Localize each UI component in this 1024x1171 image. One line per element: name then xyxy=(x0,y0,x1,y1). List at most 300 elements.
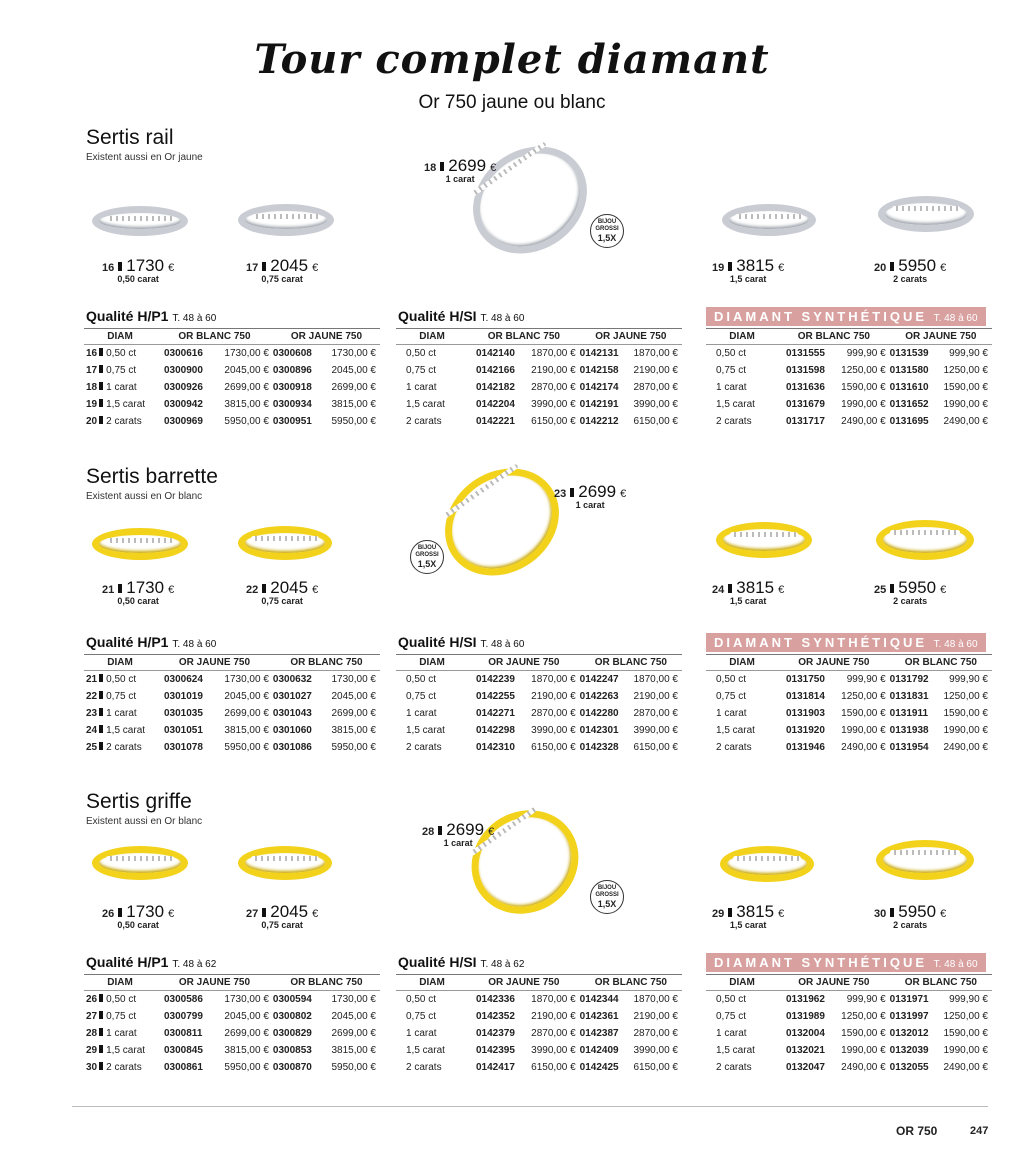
ring-price-label xyxy=(712,902,784,930)
bullet-marker xyxy=(890,908,894,917)
ring-price: 1730 xyxy=(126,902,165,921)
col-header: DIAM xyxy=(706,329,778,345)
diam-cell xyxy=(84,739,156,756)
product-price: 1990,00 € xyxy=(943,1044,988,1056)
diam-cell xyxy=(396,379,468,396)
diam-cell xyxy=(84,671,156,688)
product-price: 2699,00 € xyxy=(224,1027,269,1039)
diam-cell xyxy=(84,379,156,396)
ring-carat: 0,50 carat xyxy=(117,596,159,606)
product-price: 6150,00 € xyxy=(633,1061,678,1073)
product-price: 1990,00 € xyxy=(943,398,988,410)
ring-number: 21 xyxy=(102,584,115,596)
product-price: 3815,00 € xyxy=(331,398,376,410)
bullet-marker xyxy=(438,826,442,835)
product-code: 0142395 xyxy=(476,1044,515,1056)
product-price: 1250,00 € xyxy=(841,1010,886,1022)
bullet-marker xyxy=(99,691,103,699)
product-price: 3815,00 € xyxy=(224,398,269,410)
product-code: 0142191 xyxy=(579,398,619,410)
ring-image xyxy=(722,204,816,236)
price-table xyxy=(84,974,380,1076)
currency: € xyxy=(940,908,947,920)
col-header: OR JAUNE 750 xyxy=(580,329,682,345)
price-table xyxy=(84,328,380,430)
diam-value: 0,75 ct xyxy=(406,364,437,376)
ref-number: 28 xyxy=(86,1027,98,1039)
ring-number: 28 xyxy=(422,826,435,838)
product-code: 0301060 xyxy=(272,724,312,736)
ref-number: 18 xyxy=(86,381,98,393)
product-code: 0142263 xyxy=(579,690,619,702)
product-price: 5950,00 € xyxy=(331,1061,376,1073)
product-code: 0300853 xyxy=(272,1044,312,1056)
product-code: 0131610 xyxy=(889,381,929,393)
ring-price: 2699 xyxy=(448,156,487,175)
col-header: OR BLANC 750 xyxy=(156,329,273,345)
currency: € xyxy=(620,488,627,500)
ring-image xyxy=(92,528,188,560)
product-code: 0132004 xyxy=(786,1027,825,1039)
product-price: 2045,00 € xyxy=(224,1010,269,1022)
product-price: 1590,00 € xyxy=(841,707,886,719)
product-price: 1870,00 € xyxy=(531,347,576,359)
ring-carat: 2 carats xyxy=(893,596,928,606)
diam-value: 1,5 carat xyxy=(406,724,445,736)
page-subtitle: Or 750 jaune ou blanc xyxy=(418,92,606,113)
table-row xyxy=(84,413,380,430)
bullet-marker xyxy=(99,725,103,733)
table-heading xyxy=(86,954,216,970)
table-row xyxy=(706,345,992,362)
product-code: 0301027 xyxy=(272,690,312,702)
diam-cell xyxy=(706,671,778,688)
table-row xyxy=(706,671,992,688)
product-price: 3815,00 € xyxy=(224,724,269,736)
product-price: 2190,00 € xyxy=(633,364,678,376)
ring-image xyxy=(238,204,334,236)
product-code: 0300624 xyxy=(164,673,203,685)
diam-value: 0,50 ct xyxy=(406,993,437,1005)
footer-divider xyxy=(72,1106,988,1107)
bullet-marker xyxy=(99,1062,103,1070)
product-price: 2870,00 € xyxy=(531,707,576,719)
table-row xyxy=(706,379,992,396)
ring-carat: 0,75 carat xyxy=(261,920,303,930)
table-label: Qualité H/P1 xyxy=(86,308,169,324)
product-price: 2190,00 € xyxy=(633,1010,678,1022)
col-header: OR JAUNE 750 xyxy=(156,655,273,671)
product-code: 0131997 xyxy=(889,1010,929,1022)
diam-value: 0,75 ct xyxy=(106,364,137,376)
product-code: 0300918 xyxy=(272,381,312,393)
table-row xyxy=(396,739,682,756)
ring-image xyxy=(424,447,580,598)
product-code: 0132055 xyxy=(889,1061,929,1073)
table-row xyxy=(706,688,992,705)
product-code: 0131938 xyxy=(889,724,929,736)
col-header: DIAM xyxy=(84,975,156,991)
table-row xyxy=(84,1059,380,1076)
col-header: OR JAUNE 750 xyxy=(156,975,273,991)
diam-cell xyxy=(396,739,468,756)
ring-price: 5950 xyxy=(898,578,937,597)
product-price: 6150,00 € xyxy=(531,741,576,753)
ring-price-label xyxy=(102,256,174,284)
product-price: 3990,00 € xyxy=(633,724,678,736)
table-label: Qualité H/SI xyxy=(398,954,477,970)
table-row xyxy=(84,991,380,1008)
price-table xyxy=(706,328,992,430)
ring-carat: 1 carat xyxy=(445,174,475,184)
ring-price: 2699 xyxy=(578,482,617,501)
bullet-marker xyxy=(99,365,103,373)
product-code: 0132012 xyxy=(889,1027,929,1039)
diam-value: 0,50 ct xyxy=(716,993,747,1005)
ring-image xyxy=(876,840,974,880)
currency: € xyxy=(488,826,495,838)
ring-number: 25 xyxy=(874,584,887,596)
diam-value: 1 carat xyxy=(406,381,437,393)
diam-cell xyxy=(396,413,468,430)
product-code: 0300586 xyxy=(164,993,203,1005)
product-price: 2699,00 € xyxy=(224,381,269,393)
ring-price-label xyxy=(874,578,946,606)
table-row xyxy=(396,705,682,722)
product-code: 0301051 xyxy=(164,724,203,736)
ring-number: 19 xyxy=(712,262,725,274)
ring-number: 23 xyxy=(554,488,567,500)
table-row xyxy=(84,722,380,739)
ring-price-label xyxy=(422,820,494,848)
product-price: 2490,00 € xyxy=(841,415,886,427)
diam-value: 0,75 ct xyxy=(406,1010,437,1022)
diam-value: 1,5 carat xyxy=(406,398,445,410)
badge-line: GROSSI xyxy=(595,226,619,232)
diam-value: 2 carats xyxy=(406,415,442,427)
table-row xyxy=(706,705,992,722)
diam-value: 0,75 ct xyxy=(716,690,747,702)
product-price: 2490,00 € xyxy=(943,1061,988,1073)
bullet-marker xyxy=(728,262,732,271)
diam-cell xyxy=(396,688,468,705)
product-code: 0131911 xyxy=(889,707,929,719)
col-header: OR BLANC 750 xyxy=(273,975,380,991)
table-label: Qualité H/P1 xyxy=(86,634,169,650)
ref-number: 29 xyxy=(86,1044,98,1056)
table-row xyxy=(396,362,682,379)
table-label: DIAMANT SYNTHÉTIQUE xyxy=(714,955,927,970)
table-row xyxy=(706,396,992,413)
table-row xyxy=(396,396,682,413)
product-price: 2045,00 € xyxy=(331,364,376,376)
table-row xyxy=(396,688,682,705)
ref-number: 16 xyxy=(86,347,98,359)
product-code: 0132039 xyxy=(889,1044,929,1056)
product-price: 999,90 € xyxy=(949,347,988,359)
ring-carat: 0,75 carat xyxy=(261,274,303,284)
diam-value: 1,5 carat xyxy=(716,1044,755,1056)
table-row xyxy=(396,379,682,396)
product-price: 2699,00 € xyxy=(224,707,269,719)
product-code: 0142271 xyxy=(476,707,515,719)
diam-cell xyxy=(706,739,778,756)
table-row xyxy=(706,1025,992,1042)
badge-zoom: 1,5X xyxy=(597,233,617,243)
ref-number: 21 xyxy=(86,673,98,685)
diam-value: 2 carats xyxy=(716,415,752,427)
currency: € xyxy=(940,262,947,274)
table-row xyxy=(706,1042,992,1059)
bullet-marker xyxy=(118,262,122,271)
diam-cell xyxy=(706,722,778,739)
product-price: 1870,00 € xyxy=(531,673,576,685)
currency: € xyxy=(312,584,319,596)
product-code: 0300799 xyxy=(164,1010,203,1022)
diam-value: 1,5 carat xyxy=(406,1044,445,1056)
bullet-marker xyxy=(99,674,103,682)
product-price: 2045,00 € xyxy=(224,690,269,702)
product-price: 3815,00 € xyxy=(331,1044,376,1056)
ring-number: 20 xyxy=(874,262,887,274)
product-price: 1250,00 € xyxy=(841,690,886,702)
diam-cell xyxy=(84,1059,156,1076)
badge-zoom: 1,5X xyxy=(417,559,437,569)
product-code: 0132047 xyxy=(786,1061,825,1073)
product-code: 0142166 xyxy=(476,364,515,376)
ref-number: 17 xyxy=(86,364,98,376)
product-code: 0131580 xyxy=(889,364,929,376)
product-code: 0301043 xyxy=(272,707,312,719)
product-code: 0142131 xyxy=(579,347,619,359)
diam-value: 1,5 carat xyxy=(716,398,755,410)
product-price: 2190,00 € xyxy=(633,690,678,702)
currency: € xyxy=(168,262,175,274)
table-row xyxy=(84,739,380,756)
diam-value: 1 carat xyxy=(106,707,137,719)
ring-carat: 1 carat xyxy=(575,500,605,510)
diam-value: 1,5 carat xyxy=(106,724,146,736)
product-code: 0300594 xyxy=(272,993,312,1005)
product-price: 2870,00 € xyxy=(633,707,678,719)
currency: € xyxy=(940,584,947,596)
diam-value: 1 carat xyxy=(716,1027,747,1039)
diam-cell xyxy=(84,1008,156,1025)
product-code: 0142212 xyxy=(579,415,619,427)
product-code: 0131652 xyxy=(889,398,929,410)
ring-number: 22 xyxy=(246,584,259,596)
table-row xyxy=(84,1008,380,1025)
diam-value: 0,75 ct xyxy=(406,690,437,702)
ring-price: 3815 xyxy=(736,256,775,275)
diam-value: 0,50 ct xyxy=(716,673,747,685)
section-note: Existent aussi en Or jaune xyxy=(86,152,203,163)
table-row xyxy=(706,1008,992,1025)
size-range: T. 48 à 60 xyxy=(172,313,217,324)
size-range: T. 48 à 60 xyxy=(933,959,978,970)
diam-cell xyxy=(84,396,156,413)
product-price: 1870,00 € xyxy=(633,673,678,685)
product-code: 0300632 xyxy=(272,673,312,685)
product-code: 0301035 xyxy=(164,707,203,719)
product-price: 2870,00 € xyxy=(531,381,576,393)
col-header: OR BLANC 750 xyxy=(273,655,380,671)
product-price: 1250,00 € xyxy=(841,364,886,376)
footer-label: OR 750 xyxy=(896,1124,938,1138)
diam-cell xyxy=(706,345,778,362)
ring-price-label xyxy=(712,256,784,284)
diam-cell xyxy=(84,991,156,1008)
product-code: 0142140 xyxy=(476,347,515,359)
ring-price-label xyxy=(246,256,318,284)
diam-value: 0,50 ct xyxy=(106,347,137,359)
product-price: 999,90 € xyxy=(846,993,886,1005)
ref-number: 20 xyxy=(86,415,98,427)
ring-image xyxy=(716,522,812,558)
currency: € xyxy=(168,908,175,920)
diam-value: 1,5 carat xyxy=(106,1044,146,1056)
diam-cell xyxy=(706,379,778,396)
col-header: OR BLANC 750 xyxy=(580,655,682,671)
table-row xyxy=(706,362,992,379)
currency: € xyxy=(312,908,319,920)
table-row xyxy=(84,1042,380,1059)
diam-cell xyxy=(396,1059,468,1076)
product-price: 2699,00 € xyxy=(331,707,376,719)
product-code: 0132021 xyxy=(786,1044,825,1056)
diam-cell xyxy=(706,1008,778,1025)
product-code: 0131792 xyxy=(889,673,929,685)
diam-value: 0,75 ct xyxy=(716,1010,747,1022)
ref-number: 23 xyxy=(86,707,98,719)
product-price: 2870,00 € xyxy=(633,381,678,393)
currency: € xyxy=(312,262,319,274)
badge-line: BIJOU xyxy=(597,219,617,225)
bullet-marker xyxy=(118,908,122,917)
price-table xyxy=(396,654,682,756)
product-price: 2190,00 € xyxy=(531,1010,576,1022)
table-heading xyxy=(86,634,216,650)
diam-cell xyxy=(396,705,468,722)
bullet-marker xyxy=(728,908,732,917)
product-code: 0131903 xyxy=(786,707,825,719)
diam-value: 2 carats xyxy=(106,1061,142,1073)
ref-number: 19 xyxy=(86,398,98,410)
product-price: 1870,00 € xyxy=(633,993,678,1005)
ring-price: 3815 xyxy=(736,578,775,597)
bullet-marker xyxy=(99,994,103,1002)
ring-number: 26 xyxy=(102,908,115,920)
product-code: 0131750 xyxy=(786,673,825,685)
product-code: 0300969 xyxy=(164,415,203,427)
ring-image xyxy=(720,846,814,882)
col-header: OR JAUNE 750 xyxy=(468,975,580,991)
product-code: 0142425 xyxy=(579,1061,619,1073)
col-header: OR BLANC 750 xyxy=(890,975,992,991)
product-price: 6150,00 € xyxy=(531,1061,576,1073)
product-code: 0300870 xyxy=(272,1061,312,1073)
ring-price: 1730 xyxy=(126,578,165,597)
col-header: OR BLANC 750 xyxy=(890,655,992,671)
size-range: T. 48 à 60 xyxy=(172,639,217,650)
product-price: 1590,00 € xyxy=(841,1027,886,1039)
price-table xyxy=(706,654,992,756)
product-price: 1730,00 € xyxy=(331,673,376,685)
bullet-marker xyxy=(262,262,266,271)
product-code: 0142310 xyxy=(476,741,515,753)
bullet-marker xyxy=(99,1028,103,1036)
diam-value: 1 carat xyxy=(406,1027,437,1039)
product-price: 1250,00 € xyxy=(943,364,988,376)
section-note: Existent aussi en Or blanc xyxy=(86,491,203,502)
bullet-marker xyxy=(570,488,574,497)
product-price: 1730,00 € xyxy=(331,993,376,1005)
diam-value: 2 carats xyxy=(716,1061,752,1073)
ring-image xyxy=(451,789,598,934)
product-code: 0300829 xyxy=(272,1027,312,1039)
ring-price-label xyxy=(102,578,174,606)
product-code: 0300926 xyxy=(164,381,203,393)
product-code: 0131971 xyxy=(889,993,929,1005)
ring-carat: 1 carat xyxy=(443,838,473,848)
product-price: 1730,00 € xyxy=(224,347,269,359)
product-code: 0142387 xyxy=(579,1027,619,1039)
table-heading-synthetic xyxy=(706,633,986,652)
bullet-marker xyxy=(118,584,122,593)
product-code: 0131555 xyxy=(786,347,825,359)
product-code: 0300616 xyxy=(164,347,203,359)
ring-carat: 1,5 carat xyxy=(729,920,767,930)
page-number: 247 xyxy=(970,1125,989,1137)
price-table xyxy=(84,654,380,756)
diam-value: 1,5 carat xyxy=(106,398,146,410)
diam-value: 2 carats xyxy=(106,415,142,427)
diam-cell xyxy=(706,1042,778,1059)
ring-carat: 0,50 carat xyxy=(117,274,159,284)
product-price: 1870,00 € xyxy=(531,993,576,1005)
currency: € xyxy=(778,908,785,920)
size-range: T. 48 à 60 xyxy=(480,313,525,324)
diam-cell xyxy=(396,1042,468,1059)
product-price: 1990,00 € xyxy=(943,724,988,736)
product-price: 2045,00 € xyxy=(224,364,269,376)
diam-cell xyxy=(84,362,156,379)
product-price: 3990,00 € xyxy=(531,724,576,736)
size-range: T. 48 à 62 xyxy=(172,959,217,970)
bullet-marker xyxy=(99,742,103,750)
product-code: 0131954 xyxy=(889,741,929,753)
diam-cell xyxy=(396,345,468,362)
ring-number: 17 xyxy=(246,262,259,274)
diam-value: 2 carats xyxy=(406,741,442,753)
ref-number: 26 xyxy=(86,993,98,1005)
ring-image xyxy=(878,196,974,232)
ring-price: 5950 xyxy=(898,902,937,921)
product-price: 1590,00 € xyxy=(943,707,988,719)
table-row xyxy=(396,345,682,362)
ring-carat: 1,5 carat xyxy=(729,274,767,284)
col-header: OR JAUNE 750 xyxy=(468,655,580,671)
diam-value: 1 carat xyxy=(716,707,747,719)
product-price: 2870,00 € xyxy=(633,1027,678,1039)
ring-number: 16 xyxy=(102,262,115,274)
product-code: 0131946 xyxy=(786,741,825,753)
ring-price-label xyxy=(102,902,174,930)
page-title: Tour complet diamant xyxy=(254,36,770,83)
col-header: OR JAUNE 750 xyxy=(778,655,890,671)
product-code: 0300811 xyxy=(164,1027,203,1039)
ring-price: 5950 xyxy=(898,256,937,275)
